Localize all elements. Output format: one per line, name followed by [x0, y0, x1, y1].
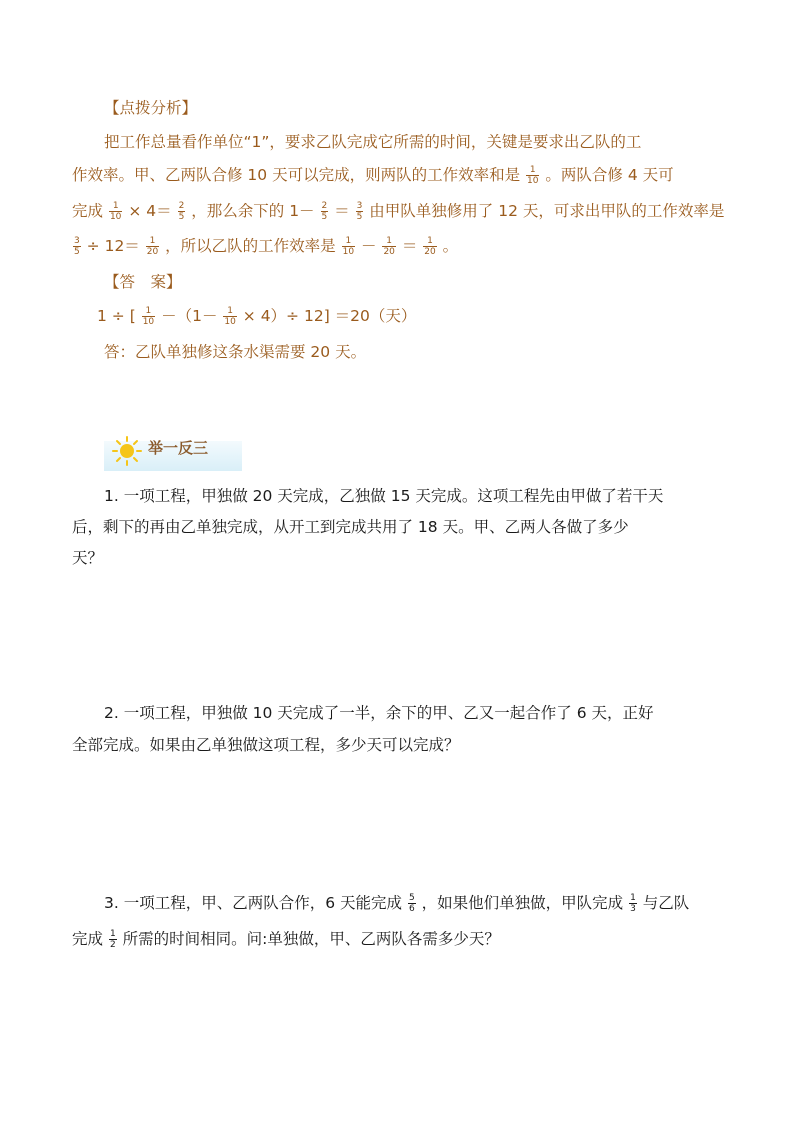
fraction-1-20: $\frac{1}{20}$	[383, 236, 395, 257]
fraction-1-20: $\frac{1}{20}$	[424, 236, 436, 257]
problem-3-line-2	[72, 929, 500, 950]
fraction-5-6: $\frac{5}{6}$	[408, 893, 415, 914]
analysis-line-1	[104, 132, 641, 152]
problem-3-text-1b: ，如果他们单独做，甲队完成	[421, 894, 624, 912]
analysis-header: 【点拨分析】	[104, 99, 198, 117]
analysis-line-3	[72, 201, 724, 222]
analysis-line-2	[72, 165, 674, 186]
answer-header: 【答 案】	[104, 273, 182, 291]
problem-2-line-2: 全部完成。如果由乙单独做这项工程，多少天可以完成？	[72, 736, 460, 754]
answer-formula	[97, 306, 416, 327]
problem-1-line-1: 1. 一项工程，甲独做 20 天完成，乙独做 15 天完成。这项工程先由甲做了若干天	[104, 487, 664, 505]
analysis-text-1: 把工作总量看作单位“1”，要求乙队完成它所需的时间，关键是要求出乙队的工	[104, 133, 642, 151]
sun-icon	[112, 436, 142, 466]
problem-1-line-3: 天？	[72, 549, 104, 567]
problem-3-line-1	[104, 893, 689, 914]
fraction-1-3: $\frac{1}{3}$	[630, 893, 636, 914]
one-minus-text: 1－	[289, 202, 315, 220]
fraction-2-5: $\frac{2}{5}$	[178, 201, 185, 222]
problem-1-line-2: 后，剩下的再由乙单独完成，从开工到完成共用了 18 天。甲、乙两人各做了多少	[72, 518, 629, 536]
analysis-line-4	[72, 236, 458, 257]
fraction-1-10: $\frac{1}{10}$	[527, 165, 539, 186]
div12-text: ÷ 12＝	[86, 237, 140, 255]
times4-text: × 4＝	[128, 202, 172, 220]
banner-title: 举一反三	[148, 439, 209, 457]
formula-part-c: × 4）÷ 12] ＝20（天）	[242, 307, 417, 325]
analysis-text-3c: 由甲队单独修用了 12 天，可求出甲队的工作效率是	[369, 202, 725, 220]
analysis-text-4b: ，所以乙队的工作效率是	[165, 237, 336, 255]
fraction-1-10: $\frac{1}{10}$	[142, 306, 155, 327]
fraction-1-2: $\frac{1}{2}$	[109, 929, 116, 950]
analysis-text-2a: 作效率。甲、乙两队合修 10 天可以完成，则两队的工作效率和是	[72, 166, 521, 184]
answer-reply: 答：乙队单独修这条水渠需要 20 天。	[104, 343, 367, 361]
analysis-text-2b: 。两队合修 4 天可	[545, 166, 674, 184]
fraction-1-20: $\frac{1}{20}$	[146, 236, 159, 257]
eq-text: ＝	[401, 237, 418, 255]
analysis-text-3b: ，那么余下的	[191, 202, 285, 220]
fraction-1-10: $\frac{1}{10}$	[342, 236, 355, 257]
fraction-1-10: $\frac{1}{10}$	[109, 201, 122, 222]
formula-part-b: －（1－	[161, 307, 218, 325]
problem-3-text-2a: 完成	[72, 930, 104, 948]
minus-text: －	[360, 237, 377, 255]
fraction-1-10: $\frac{1}{10}$	[224, 306, 236, 327]
fraction-3-5: $\frac{3}{5}$	[356, 201, 363, 222]
analysis-text-4c: 。	[442, 237, 459, 255]
fraction-2-5: $\frac{2}{5}$	[321, 201, 328, 222]
fraction-3-5: $\frac{3}{5}$	[74, 236, 80, 257]
problem-3-text-1a: 3. 一项工程，甲、乙两队合作，6 天能完成	[104, 894, 403, 912]
formula-part-a: 1 ÷ [	[97, 307, 136, 325]
problem-3-text-1c: 与乙队	[642, 894, 690, 912]
eq-text: ＝	[334, 202, 350, 220]
problem-2-line-1: 2. 一项工程，甲独做 10 天完成了一半，余下的甲、乙又一起合作了 6 天，正好	[104, 704, 654, 722]
analysis-text-3a: 完成	[72, 202, 104, 220]
problem-3-text-2b: 所需的时间相同。问:单独做，甲、乙两队各需多少天？	[122, 930, 500, 948]
